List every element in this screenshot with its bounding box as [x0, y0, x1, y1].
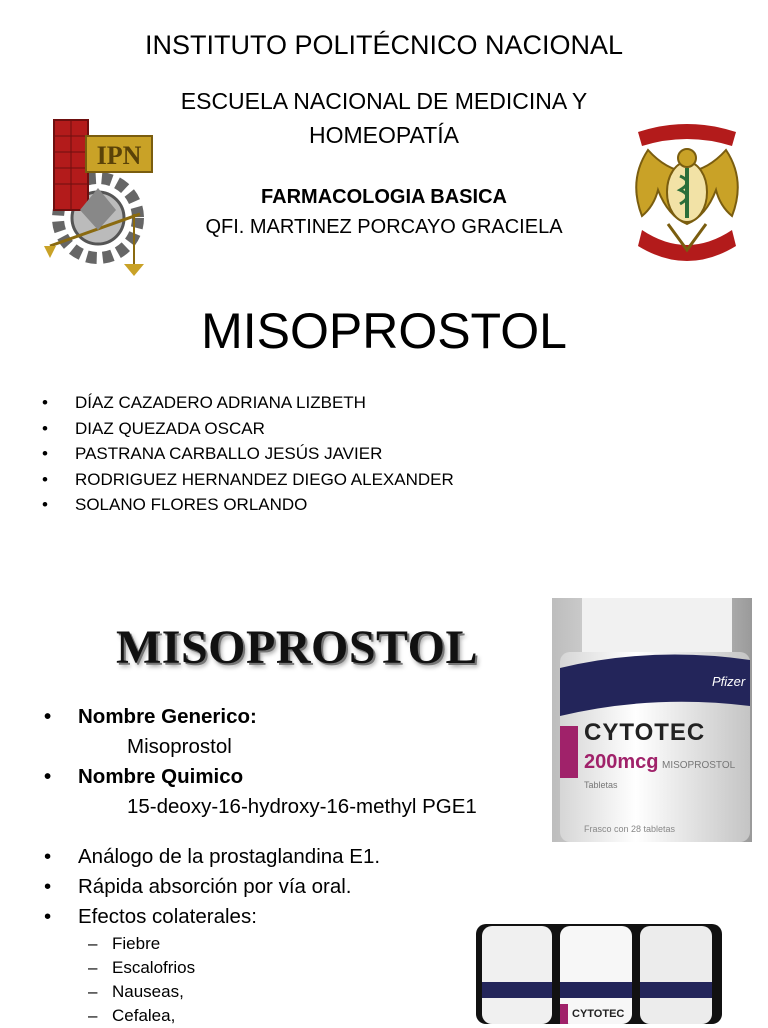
cytotec-label: CYTOTEC [584, 719, 706, 746]
generic-name-value: Misoprostol [127, 735, 232, 758]
side-effect-item: – Cefalea, [44, 1004, 477, 1028]
ipn-logo-text: IPN [96, 141, 142, 170]
chemical-name-value: 15-deoxy-16-hydroxy-16-methyl PGE1 [127, 795, 477, 818]
school-name-line1: ESCUELA NACIONAL DE MEDICINA Y [180, 88, 588, 114]
student-list [42, 390, 454, 518]
form-label: Tabletas [584, 780, 618, 790]
chemical-name-label: • Nombre Quimico [44, 762, 477, 792]
side-effect-item: – Escalofrios [44, 956, 477, 980]
school-name-line2: HOMEOPATÍA [309, 122, 459, 148]
presentation-title: MISOPROSTOL [201, 303, 567, 359]
ipn-logo [40, 118, 158, 280]
misoprostol-label: MISOPROSTOL [662, 760, 736, 771]
student-item: • PASTRANA CARBALLO JESÚS JAVIER [42, 441, 454, 467]
student-item: • RODRIGUEZ HERNANDEZ DIEGO ALEXANDER [42, 467, 454, 493]
small-cytotec-label: CYTOTEC [572, 1008, 625, 1020]
institute-name: INSTITUTO POLITÉCNICO NACIONAL [144, 30, 624, 60]
property-item: • Análogo de la prostaglandina E1. [44, 842, 477, 872]
pfizer-brand: Pfizer [712, 674, 746, 689]
course-name: FARMACOLOGIA BASICA [261, 186, 507, 208]
cytotec-bottles-photo [476, 924, 722, 1024]
student-item: • DÍAZ CAZADERO ADRIANA LIZBETH [42, 390, 454, 416]
dose-label: 200mcg [584, 751, 659, 773]
property-item: • Efectos colaterales: [44, 902, 477, 932]
side-effect-item: – Fiebre [44, 932, 477, 956]
slide2-title: MISOPROSTOL [116, 621, 479, 674]
side-effect-item: – Nauseas, [44, 980, 477, 1004]
property-item: • Rápida absorción por vía oral. [44, 872, 477, 902]
contents-label: Frasco con 28 tabletas [584, 824, 676, 834]
student-item: • DIAZ QUEZADA OSCAR [42, 416, 454, 442]
student-item: • SOLANO FLORES ORLANDO [42, 492, 454, 518]
drug-properties-list [44, 702, 477, 1028]
eagle-seal-logo [628, 120, 746, 272]
teacher-name: QFI. MARTINEZ PORCAYO GRACIELA [205, 216, 563, 238]
generic-name-label: • Nombre Generico: [44, 702, 477, 732]
cytotec-bottle-photo [552, 598, 752, 842]
